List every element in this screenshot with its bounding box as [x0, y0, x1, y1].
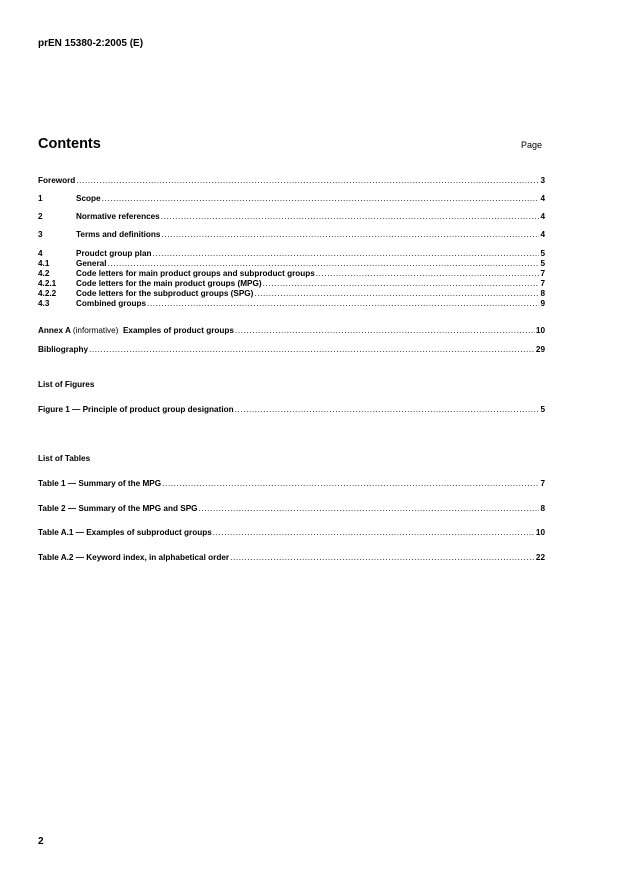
- toc-entry-number: 1: [38, 194, 43, 203]
- toc-entry-page: 5: [540, 249, 545, 258]
- annex-title: Examples of product groups: [122, 326, 234, 335]
- toc-entry-page: 5: [540, 259, 545, 268]
- toc-entry-page: 10: [535, 326, 545, 335]
- table-entry-page: 8: [540, 504, 545, 513]
- page-column-label: Page: [521, 140, 543, 150]
- toc-entry-page: 4: [540, 212, 545, 221]
- toc-entry-page: 29: [535, 345, 545, 354]
- toc-entry-bibliography[interactable]: [38, 344, 545, 355]
- table-entry-page: 22: [535, 553, 545, 562]
- toc-entry-number: 4.2.1: [38, 279, 57, 288]
- toc-entry-title: Proudct group plan: [76, 249, 152, 258]
- table-of-contents: [38, 0, 545, 877]
- toc-entry-page: 9: [540, 299, 545, 308]
- toc-entry-title: Scope: [76, 194, 101, 203]
- list-of-figures-heading: List of Figures: [38, 380, 95, 389]
- list-of-tables-heading: List of Tables: [38, 454, 91, 463]
- annex-label: Annex A: [38, 326, 71, 335]
- figure-entry-title: Figure 1 — Principle of product group designation: [38, 405, 234, 414]
- toc-entry-page: 4: [540, 230, 545, 239]
- toc-entry-title: [38, 325, 234, 336]
- table-entry-title: Table A.1 — Examples of subproduct groups: [38, 528, 212, 537]
- figure-entry-page: 5: [540, 405, 545, 414]
- toc-entry-number: 4.3: [38, 299, 50, 308]
- table-entry[interactable]: [38, 503, 545, 514]
- toc-entry-annex-a[interactable]: [38, 325, 545, 336]
- toc-entry-title: Combined groups: [76, 299, 147, 308]
- table-entry[interactable]: [38, 527, 545, 538]
- toc-entry-title: Code letters for main product groups and subproduct groups: [76, 269, 315, 278]
- table-entry[interactable]: [38, 552, 545, 563]
- toc-entry-scope[interactable]: [38, 193, 545, 204]
- toc-entry-page: 3: [540, 176, 545, 185]
- toc-entry-title: Code letters for the main product groups (MPG): [76, 279, 262, 288]
- toc-entry-page: 7: [540, 279, 545, 288]
- toc-entry-number: 2: [38, 212, 43, 221]
- toc-entry-number: 3: [38, 230, 43, 239]
- table-entry-page: 10: [535, 528, 545, 537]
- contents-title: Contents: [38, 136, 101, 152]
- toc-entry-title: Terms and definitions: [76, 230, 161, 239]
- toc-entry-page: 8: [540, 289, 545, 298]
- toc-entry-normative-references[interactable]: [38, 211, 545, 222]
- toc-entry-number: 4.2.2: [38, 289, 57, 298]
- toc-entry-combined-groups[interactable]: [38, 298, 545, 309]
- table-entry-page: 7: [540, 479, 545, 488]
- document-id: prEN 15380-2:2005 (E): [38, 38, 144, 49]
- toc-entry-page: 7: [540, 269, 545, 278]
- table-entry-title: Table 1 — Summary of the MPG: [38, 479, 162, 488]
- toc-entry-page: 4: [540, 194, 545, 203]
- toc-entry-terms-and-definitions[interactable]: [38, 229, 545, 240]
- toc-entry-title: Normative references: [76, 212, 160, 221]
- toc-entry-foreword[interactable]: [38, 175, 545, 186]
- toc-entry-number: 4.2: [38, 269, 50, 278]
- toc-entry-title: Code letters for the subproduct groups (SPG): [76, 289, 254, 298]
- table-entry-title: Table A.2 — Keyword index, in alphabetical order: [38, 553, 230, 562]
- annex-informative-label: (informative): [72, 326, 119, 335]
- figure-entry[interactable]: [38, 404, 545, 415]
- table-entry-title: Table 2 — Summary of the MPG and SPG: [38, 504, 198, 513]
- toc-entry-title: Bibliography: [38, 345, 89, 354]
- toc-entry-title: General: [76, 259, 107, 268]
- toc-entry-title: Foreword: [38, 176, 76, 185]
- page-number: 2: [38, 836, 44, 847]
- table-entry[interactable]: [38, 478, 545, 489]
- toc-entry-number: 4: [38, 249, 43, 258]
- toc-entry-number: 4.1: [38, 259, 50, 268]
